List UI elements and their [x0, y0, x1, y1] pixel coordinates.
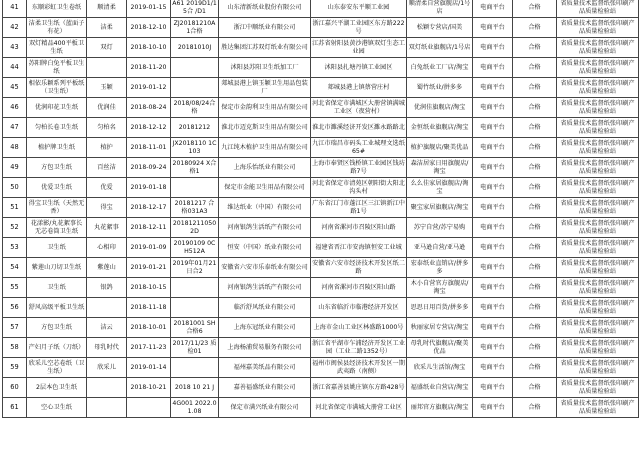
store-name-cell: 秋丽家居专营店/淘宝: [407, 318, 473, 338]
production-date-cell: 2019-01-09: [127, 238, 171, 258]
sales-platform-cell: 电商平台: [473, 18, 513, 38]
testing-agency-cell: 省质量技术监督纸张印刷产品质量检验站: [557, 398, 639, 418]
testing-agency-cell: 省质量技术监督纸张印刷产品质量检验站: [557, 318, 639, 338]
testing-agency-cell: 省质量技术监督纸张印刷产品质量检验站: [557, 58, 639, 78]
row-number-cell: 42: [3, 18, 27, 38]
test-result-cell: 合格: [513, 38, 557, 58]
sales-platform-cell: 电商平台: [473, 58, 513, 78]
row-number-cell: 57: [3, 318, 27, 338]
brand-cell: 优爱: [87, 178, 127, 198]
table-row: [3, 378, 639, 398]
testing-agency-cell: 省质量技术监督纸张印刷产品质量检验站: [557, 118, 639, 138]
test-result-cell: 合格: [513, 398, 557, 418]
testing-agency-cell: 省质量技术监督纸张印刷产品质量检验站: [557, 78, 639, 98]
testing-agency-cell: 省质量技术监督纸张印刷产品质量检验站: [557, 178, 639, 198]
brand-cell: 匀柏名: [87, 118, 127, 138]
sales-platform-cell: 电商平台: [473, 378, 513, 398]
row-number-cell: 47: [3, 118, 27, 138]
manufacturer-address-cell: 沭阳县扎塘丹镇工业园区: [311, 58, 407, 78]
brand-cell: 丸花絮事: [87, 218, 127, 238]
manufacturer-cell: 嘉善福盛纸业有限公司: [219, 378, 311, 398]
batch-number-cell: 20190109 0CH512A: [171, 238, 219, 258]
product-name-cell: 东顺彩虹卫生卷纸: [27, 0, 87, 18]
manufacturer-address-cell: 山东省临沂市临港经济开发区: [311, 298, 407, 318]
testing-agency-cell: 省质量技术监督纸张印刷产品质量检验站: [557, 298, 639, 318]
testing-agency-cell: 省质量技术监督纸张印刷产品质量检验站: [557, 0, 639, 18]
brand-cell: 双灯: [87, 38, 127, 58]
testing-agency-cell: 省质量技术监督纸张印刷产品质量检验站: [557, 378, 639, 398]
table-row: [3, 158, 639, 178]
manufacturer-cell: 保定市满兴纸业有限公司: [219, 398, 311, 418]
production-date-cell: 2018-12-11: [127, 218, 171, 238]
production-date-cell: 2018-11-18: [127, 298, 171, 318]
batch-number-cell: 2018/08/24合格: [171, 98, 219, 118]
table-row: [3, 358, 639, 378]
sales-platform-cell: 电商平台: [473, 278, 513, 298]
manufacturer-address-cell: 浙江嘉兴平湖工业园区东方路222号: [311, 18, 407, 38]
production-date-cell: 2018-10-10: [127, 38, 171, 58]
table-row: [3, 178, 639, 198]
sales-platform-cell: 电商平台: [473, 258, 513, 278]
sales-platform-cell: 电商平台: [473, 318, 513, 338]
manufacturer-cell: 九江纯木植护卫生用品有限公司: [219, 138, 311, 158]
manufacturer-cell: 保定市金能卫生用品有限公司: [219, 178, 311, 198]
brand-cell: 心相印: [87, 238, 127, 258]
store-name-cell: 双灯纸业旗舰店/1号店: [407, 38, 473, 58]
brand-cell: 洁柔: [87, 18, 127, 38]
product-name-cell: 得宝卫生纸（天然无香）: [27, 198, 87, 218]
store-name-cell: 宏泰纸业直销店/拼多多: [407, 258, 473, 278]
manufacturer-address-cell: 上海市奉贤区钱桥镇工业园区钱坊路7号: [311, 158, 407, 178]
row-number-cell: 56: [3, 298, 27, 318]
row-number-cell: 54: [3, 258, 27, 278]
table-row: [3, 278, 639, 298]
sales-platform-cell: 电商平台: [473, 0, 513, 18]
store-name-cell: 母乳时代旗舰店/聚美优品: [407, 338, 473, 358]
table-row: [3, 38, 639, 58]
table-row: [3, 58, 639, 78]
sales-platform-cell: 电商平台: [473, 38, 513, 58]
manufacturer-cell: 维达纸业（中国）有限公司: [219, 198, 311, 218]
testing-agency-cell: 省质量技术监督纸张印刷产品质量检验站: [557, 38, 639, 58]
table-row: [3, 118, 639, 138]
testing-agency-cell: 省质量技术监督纸张印刷产品质量检验站: [557, 238, 639, 258]
row-number-cell: 55: [3, 278, 27, 298]
sales-platform-cell: 电商平台: [473, 198, 513, 218]
brand-cell: 欣采儿: [87, 358, 127, 378]
brand-cell: 紫莲山: [87, 258, 127, 278]
test-result-cell: 合格: [513, 158, 557, 178]
store-name-cell: 思思日用百货/拼多多: [407, 298, 473, 318]
sales-platform-cell: 电商平台: [473, 138, 513, 158]
manufacturer-cell: 淮北市迈克斯卫生用品有限公司: [219, 118, 311, 138]
brand-cell: 母乳时代: [87, 338, 127, 358]
testing-agency-cell: 省质量技术监督纸张印刷产品质量检验站: [557, 218, 639, 238]
brand-cell: 银鸽: [87, 278, 127, 298]
test-result-cell: 合格: [513, 218, 557, 238]
brand-cell: [87, 378, 127, 398]
test-result-cell: 合格: [513, 258, 557, 278]
store-name-cell: 苏宁自营/苏宁易购: [407, 218, 473, 238]
production-date-cell: 2019-01-14: [127, 358, 171, 378]
batch-number-cell: 20181010J: [171, 38, 219, 58]
sales-platform-cell: 电商平台: [473, 78, 513, 98]
brand-cell: 顺清柔: [87, 0, 127, 18]
manufacturer-cell: 山东清新纸业股份有限公司: [219, 0, 311, 18]
batch-number-cell: 20180924 X合格1: [171, 158, 219, 178]
testing-agency-cell: 省质量技术监督纸张印刷产品质量检验站: [557, 18, 639, 38]
sales-platform-cell: 电商平台: [473, 358, 513, 378]
manufacturer-cell: 上海乐怡纸业有限公司: [219, 158, 311, 178]
product-name-cell: 洁柔卫生纸（蓝面子有花）: [27, 18, 87, 38]
row-number-cell: 41: [3, 0, 27, 18]
manufacturer-cell: 沭阳县苏阳卫生纸加工厂: [219, 58, 311, 78]
batch-number-cell: [171, 358, 219, 378]
table-row: [3, 98, 639, 118]
manufacturer-cell: 恒安（中国）纸业有限公司: [219, 238, 311, 258]
manufacturer-address-cell: 河北省保定市清苑区朝阳街大阳北沟头村: [311, 178, 407, 198]
store-name-cell: 么么佳家居旗舰店/淘宝: [407, 178, 473, 198]
row-number-cell: 43: [3, 38, 27, 58]
testing-agency-cell: 省质量技术监督纸张印刷产品质量检验站: [557, 278, 639, 298]
testing-agency-cell: 省质量技术监督纸张印刷产品质量检验站: [557, 198, 639, 218]
store-name-cell: 白兔纸业工厂店/淘宝: [407, 58, 473, 78]
product-name-cell: 优爱卫生纸: [27, 178, 87, 198]
store-name-cell: 植护旗舰店/聚美优品: [407, 138, 473, 158]
brand-cell: 玉颖: [87, 78, 127, 98]
sales-platform-cell: 电商平台: [473, 118, 513, 138]
production-date-cell: 2018-10-15: [127, 278, 171, 298]
batch-number-cell: 2019年01月21日合2: [171, 258, 219, 278]
test-result-cell: 合格: [513, 298, 557, 318]
sales-platform-cell: 电商平台: [473, 178, 513, 198]
row-number-cell: 52: [3, 218, 27, 238]
manufacturer-address-cell: 广东省江门市蓬江区三江镇新江中路1号: [311, 198, 407, 218]
table-row: [3, 298, 639, 318]
store-name-cell: 木小自营官方旗舰店/淘宝: [407, 278, 473, 298]
manufacturer-address-cell: 淮北市濉溪经济开发区濉永路路北: [311, 118, 407, 138]
product-name-cell: 方包卫生纸: [27, 158, 87, 178]
product-name-cell: 相依乐颖系列平板纸（卫生纸）: [27, 78, 87, 98]
row-number-cell: 51: [3, 198, 27, 218]
batch-number-cell: [171, 178, 219, 198]
manufacturer-address-cell: 江苏省射阳县黄沙港镇双灯生态工业园: [311, 38, 407, 58]
product-name-cell: 匀柏长卷卫生纸: [27, 118, 87, 138]
production-date-cell: 2018-10-21: [127, 378, 171, 398]
brand-cell: 得宝: [87, 198, 127, 218]
store-name-cell: 金恒纸业旗舰店/淘宝: [407, 118, 473, 138]
table-row: [3, 0, 639, 18]
production-date-cell: 2018-12-10: [127, 18, 171, 38]
test-result-cell: 合格: [513, 278, 557, 298]
manufacturer-address-cell: 河南省漯河市召陵区阳山路: [311, 278, 407, 298]
product-name-cell: 卫生纸: [27, 238, 87, 258]
manufacturer-cell: 河南银鸽生活纸产有限公司: [219, 218, 311, 238]
batch-number-cell: 2017/11/23 质检01: [171, 338, 219, 358]
batch-number-cell: 20181212: [171, 118, 219, 138]
table-row: [3, 138, 639, 158]
production-date-cell: 2019-01-12: [127, 78, 171, 98]
product-name-cell: 产妇月子纸（刀纸）: [27, 338, 87, 358]
product-name-cell: 紫莲山刀切卫生纸: [27, 258, 87, 278]
test-result-cell: 合格: [513, 0, 557, 18]
row-number-cell: 48: [3, 138, 27, 158]
batch-number-cell: JX2018110 1C103: [171, 138, 219, 158]
production-date-cell: 2018-11-01: [127, 138, 171, 158]
test-result-cell: 合格: [513, 238, 557, 258]
test-result-cell: 合格: [513, 338, 557, 358]
manufacturer-cell: 郯城县港上镇玉颖卫生用品包装厂: [219, 78, 311, 98]
test-result-cell: 合格: [513, 198, 557, 218]
row-number-cell: 61: [3, 398, 27, 418]
batch-number-cell: ZJ20181210A 1合格: [171, 18, 219, 38]
testing-agency-cell: 省质量技术监督纸张印刷产品质量检验站: [557, 338, 639, 358]
sales-platform-cell: 电商平台: [473, 158, 513, 178]
manufacturer-address-cell: 安徽省六安市经济技术开发区纸二路: [311, 258, 407, 278]
manufacturer-cell: 临沂舒风纸业有限公司: [219, 298, 311, 318]
product-name-cell: 方包卫生纸: [27, 318, 87, 338]
product-name-cell: 花漾影/丸花絮事长无芯卷筒卫生纸: [27, 218, 87, 238]
test-result-cell: 合格: [513, 18, 557, 38]
test-result-cell: 合格: [513, 138, 557, 158]
sales-platform-cell: 电商平台: [473, 218, 513, 238]
manufacturer-cell: 上海杨浦贸易服务有限公司: [219, 338, 311, 358]
brand-cell: [87, 298, 127, 318]
manufacturer-address-cell: 山东泰安东平顺工业园: [311, 0, 407, 18]
production-date-cell: 2019-01-21: [127, 258, 171, 278]
brand-cell: 优润佳: [87, 98, 127, 118]
product-name-cell: 苏阳牌白兔平板卫生纸: [27, 58, 87, 78]
batch-number-cell: 2018 10 21 J: [171, 378, 219, 398]
product-name-cell: 双灯精品400平板卫生纸: [27, 38, 87, 58]
row-number-cell: 53: [3, 238, 27, 258]
row-number-cell: 58: [3, 338, 27, 358]
store-name-cell: 亚马逊自营/亚马逊: [407, 238, 473, 258]
manufacturer-address-cell: 福州市闽侯县经济技术开发区一期武夷路（南侧）: [311, 358, 407, 378]
table-row: [3, 318, 639, 338]
production-date-cell: 2018-11-20: [127, 58, 171, 78]
test-result-cell: 合格: [513, 358, 557, 378]
store-name-cell: 聚宝家居旗舰店/淘宝: [407, 198, 473, 218]
manufacturer-cell: 河南银鸽生活纸产有限公司: [219, 278, 311, 298]
row-number-cell: 60: [3, 378, 27, 398]
store-name-cell: 丽邦官方旗舰店/淘宝: [407, 398, 473, 418]
test-result-cell: 合格: [513, 318, 557, 338]
manufacturer-address-cell: 九江市瑞昌市码头工业城理文选纸65#: [311, 138, 407, 158]
sales-platform-cell: 电商平台: [473, 238, 513, 258]
table-row: [3, 78, 639, 98]
manufacturer-address-cell: 河北省保定市满城大册营工业区: [311, 398, 407, 418]
batch-number-cell: [171, 58, 219, 78]
production-date-cell: 2018-12-12: [127, 118, 171, 138]
manufacturer-cell: 福州嘉美纸品有限公司: [219, 358, 311, 378]
batch-number-cell: [171, 78, 219, 98]
test-result-cell: 合格: [513, 58, 557, 78]
production-date-cell: 2017-11-23: [127, 338, 171, 358]
testing-agency-cell: 省质量技术监督纸张印刷产品质量检验站: [557, 138, 639, 158]
batch-number-cell: 4G001 2022.01.08: [171, 398, 219, 418]
table-row: [3, 198, 639, 218]
production-date-cell: 2019-01-15: [127, 0, 171, 18]
testing-agency-cell: 省质量技术监督纸张印刷产品质量检验站: [557, 358, 639, 378]
production-date-cell: [127, 398, 171, 418]
product-name-cell: 空心卫生纸: [27, 398, 87, 418]
batch-number-cell: 20181001 SH合格6: [171, 318, 219, 338]
production-date-cell: 2018-10-01: [127, 318, 171, 338]
table-row: [3, 218, 639, 238]
brand-cell: 洁云: [87, 318, 127, 338]
table-row: [3, 18, 639, 38]
manufacturer-address-cell: 河北省保定市满城区大册营镇满城工业区（夜营村）: [311, 98, 407, 118]
batch-number-cell: [171, 278, 219, 298]
product-name-cell: 植护牌卫生纸: [27, 138, 87, 158]
batch-number-cell: 20181217 合格031A3: [171, 198, 219, 218]
product-name-cell: 2层本色卫生纸: [27, 378, 87, 398]
production-date-cell: 2018-08-24: [127, 98, 171, 118]
sales-platform-cell: 电商平台: [473, 338, 513, 358]
manufacturer-address-cell: 浙江省嘉善县姚庄镇东方路428号: [311, 378, 407, 398]
batch-number-cell: 20181211050 2D: [171, 218, 219, 238]
product-name-cell: 优润印花卫生纸: [27, 98, 87, 118]
table-row: [3, 398, 639, 418]
row-number-cell: 59: [3, 358, 27, 378]
store-name-cell: 欣采儿生活馆/淘宝: [407, 358, 473, 378]
manufacturer-address-cell: 福建省晋江市安海镇恒安工业城: [311, 238, 407, 258]
test-result-cell: 合格: [513, 98, 557, 118]
testing-agency-cell: 省质量技术监督纸张印刷产品质量检验站: [557, 158, 639, 178]
manufacturer-cell: 浙江中顺纸业有限公司: [219, 18, 311, 38]
inspection-results-table: [2, 0, 639, 418]
row-number-cell: 44: [3, 58, 27, 78]
product-name-cell: 卫生纸: [27, 278, 87, 298]
row-number-cell: 46: [3, 98, 27, 118]
production-date-cell: 2018-09-24: [127, 158, 171, 178]
brand-cell: 百丝洁: [87, 158, 127, 178]
table-row: [3, 258, 639, 278]
batch-number-cell: A61 2019D1/15合 /D1: [171, 0, 219, 18]
manufacturer-address-cell: 浙江省平湖市乍浦经济开发区工业园（工业二路1352号）: [311, 338, 407, 358]
test-result-cell: 合格: [513, 378, 557, 398]
manufacturer-cell: 上海东冠纸业有限公司: [219, 318, 311, 338]
brand-cell: [87, 58, 127, 78]
testing-agency-cell: 省质量技术监督纸张印刷产品质量检验站: [557, 98, 639, 118]
test-result-cell: 合格: [513, 178, 557, 198]
store-name-cell: 松颖专营店/国美: [407, 18, 473, 38]
store-name-cell: 森洁居家日用旗舰店/淘宝: [407, 158, 473, 178]
store-name-cell: 蜀竹纸业/拼多多: [407, 78, 473, 98]
batch-number-cell: [171, 298, 219, 318]
sales-platform-cell: 电商平台: [473, 98, 513, 118]
manufacturer-cell: 保定市金韵利卫生用品有限公司: [219, 98, 311, 118]
store-name-cell: 福盛纸业自营店/淘宝: [407, 378, 473, 398]
production-date-cell: 2019-01-18: [127, 178, 171, 198]
test-result-cell: 合格: [513, 78, 557, 98]
brand-cell: [87, 398, 127, 418]
row-number-cell: 45: [3, 78, 27, 98]
table-row: [3, 338, 639, 358]
manufacturer-address-cell: 上海市金山工业区林盛路1000号: [311, 318, 407, 338]
testing-agency-cell: 省质量技术监督纸张印刷产品质量检验站: [557, 258, 639, 278]
manufacturer-cell: 胜达集团江苏双灯纸业有限公司: [219, 38, 311, 58]
store-name-cell: 优润佳旗舰店/淘宝: [407, 98, 473, 118]
store-name-cell: 顺清柔自营旗舰店/1号店: [407, 0, 473, 18]
sales-platform-cell: 电商平台: [473, 298, 513, 318]
brand-cell: 植护: [87, 138, 127, 158]
row-number-cell: 50: [3, 178, 27, 198]
sales-platform-cell: 电商平台: [473, 398, 513, 418]
production-date-cell: 2018-12-17: [127, 198, 171, 218]
row-number-cell: 49: [3, 158, 27, 178]
product-name-cell: 欣采儿空芯卷纸（卫生纸）: [27, 358, 87, 378]
manufacturer-cell: 安徽省六安市乐泰纸业有限公司: [219, 258, 311, 278]
manufacturer-address-cell: 郯城县港上镇蔡营庄村: [311, 78, 407, 98]
test-result-cell: 合格: [513, 118, 557, 138]
manufacturer-address-cell: 河南省漯河市召陵区阳山路: [311, 218, 407, 238]
product-name-cell: 舒风高级平板卫生纸: [27, 298, 87, 318]
table-row: [3, 238, 639, 258]
